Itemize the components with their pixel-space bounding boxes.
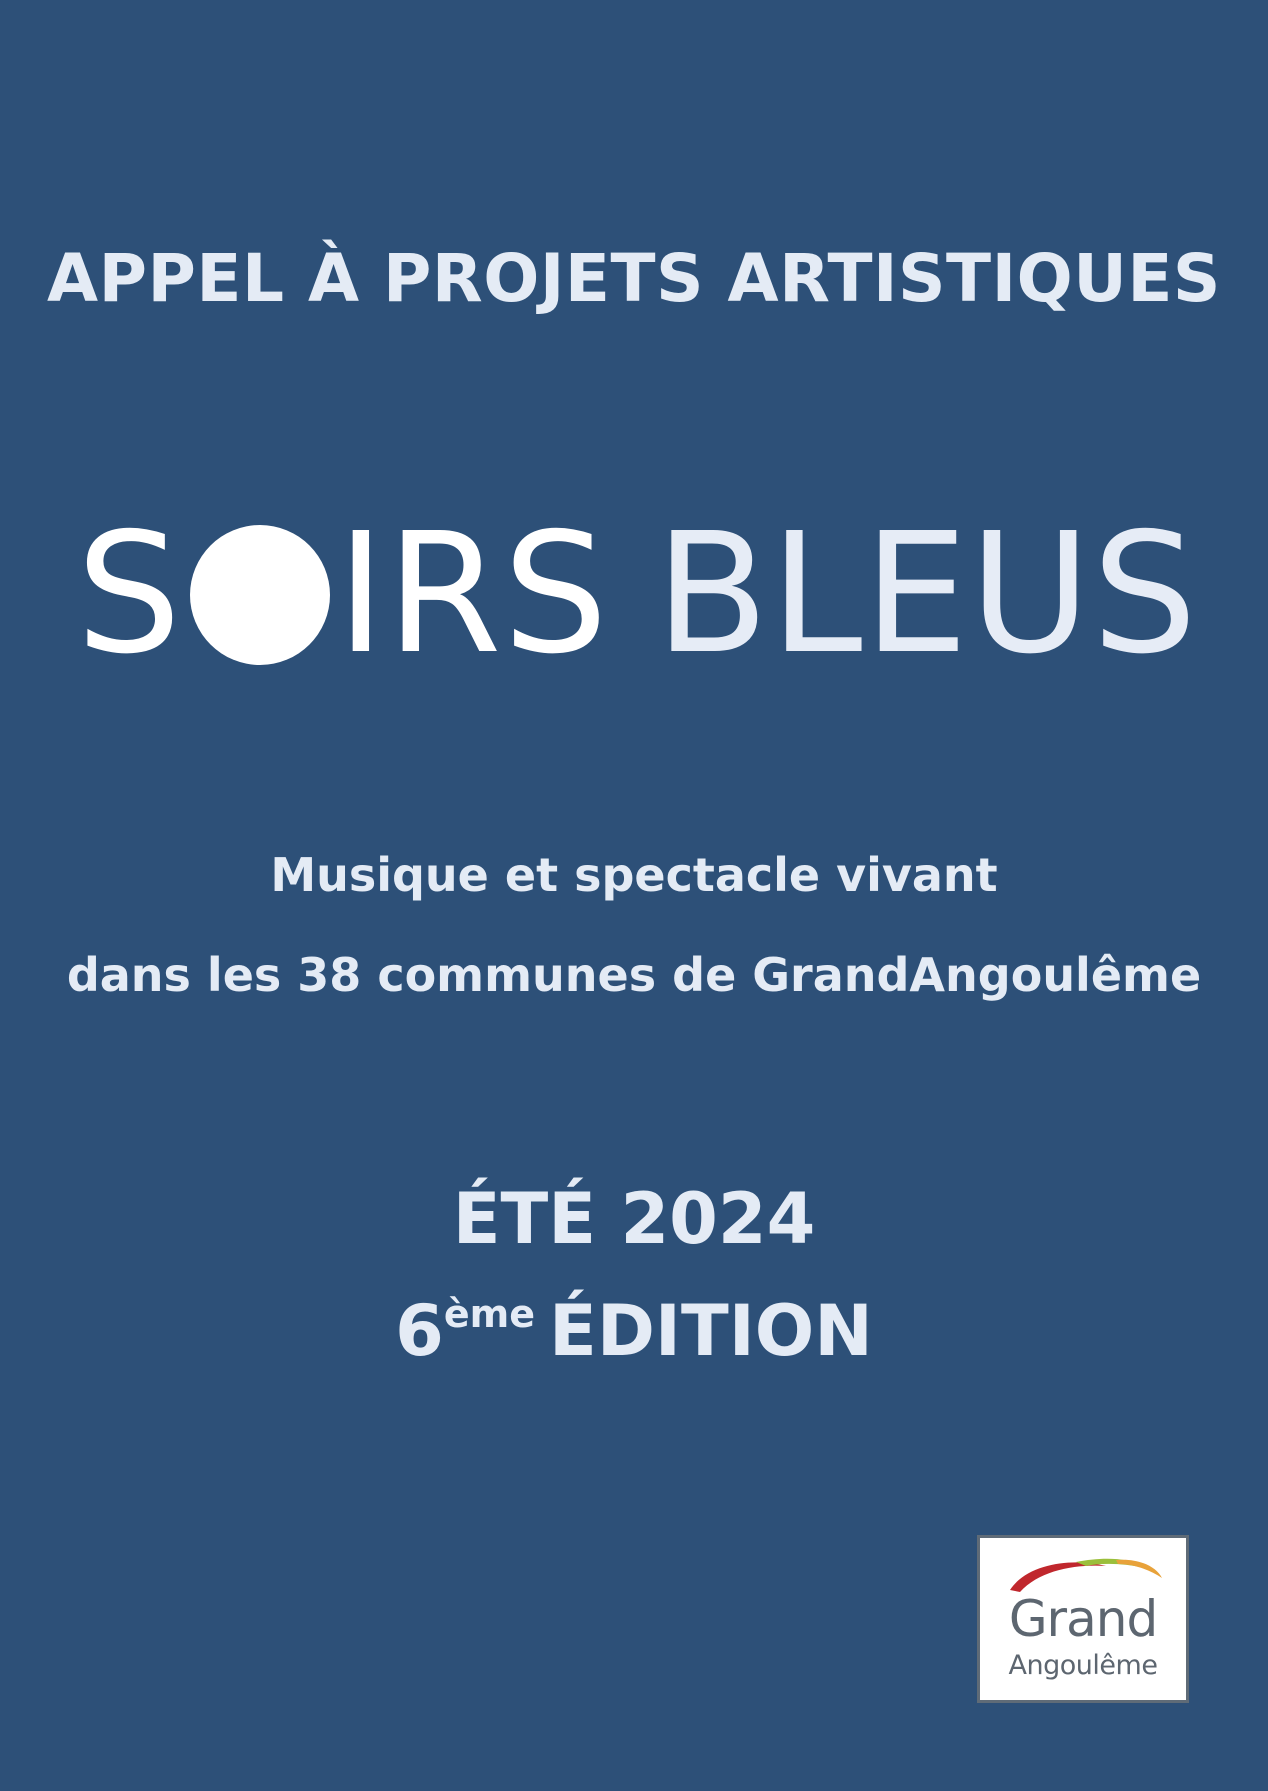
edition-label: [0, 1290, 1268, 1372]
event-title-letter-s: S: [76, 498, 183, 691]
edition-word: ÉDITION: [549, 1290, 873, 1372]
season-label: ÉTÉ 2024: [452, 1178, 816, 1260]
event-title-word-2: BLEUS: [655, 498, 1199, 691]
event-title-word-1-rest: IRS: [336, 498, 610, 691]
description-line-1: Musique et spectacle vivant: [270, 848, 998, 902]
circle-dot-icon: [190, 525, 330, 665]
grandangouleme-logo: [977, 1535, 1189, 1703]
description-line-2: dans les 38 communes de GrandAngoulême: [66, 948, 1202, 1002]
call-title: APPEL À PROJETS ARTISTIQUES: [47, 240, 1221, 317]
logo-word-grand: Grand: [1008, 1590, 1158, 1648]
edition-number: 6: [395, 1290, 444, 1372]
logo-word-angouleme: Angoulême: [1008, 1650, 1158, 1681]
event-title: [76, 498, 1216, 691]
edition-suffix: ème: [443, 1292, 535, 1336]
